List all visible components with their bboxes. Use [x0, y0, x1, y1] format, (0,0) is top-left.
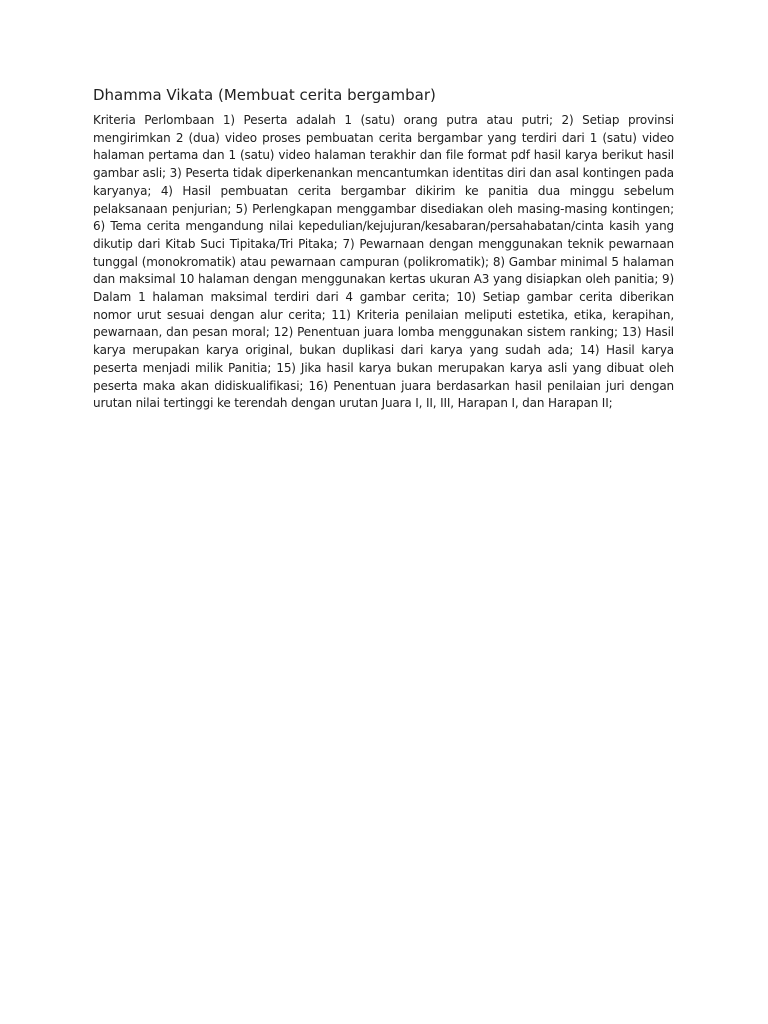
document-title: Dhamma Vikata (Membuat cerita bergambar)	[93, 86, 436, 104]
document-body-paragraph: Kriteria Perlombaan 1) Peserta adalah 1 (satu) orang putra atau putri; 2) Setiap provinsi mengirimkan 2 (dua) video proses pembuatan cerita bergambar yang terdiri dari 1 (satu) video halaman pertama dan 1 (satu) video halaman terakhir dan file format pdf hasil karya berikut hasil gambar asli; 3) Peserta tidak diperkenankan mencantumkan identitas diri dan asal kontingen pada karyanya; 4) Hasil pembuatan cerita bergambar dikirim ke panitia dua minggu sebelum pelaksanaan penjurian; 5) Perlengkapan menggambar disediakan oleh masing-masing kontingen; 6) Tema cerita mengandung nilai kepedulian/kejujuran/kesabaran/persahabatan/cinta kasih yang dikutip dari Kitab Suci Tipitaka/Tri Pitaka; 7) Pewarnaan dengan menggunakan teknik pewarnaan tunggal (monokromatik) atau pewarnaan campuran (polikromatik); 8) Gambar minimal 5 halaman dan maksimal 10 halaman dengan menggunakan kertas ukuran A3 yang disiapkan oleh panitia; 9) Dalam 1 halaman maksimal terdiri dari 4 gambar cerita; 10) Setiap gambar cerita diberikan nomor urut sesuai dengan alur cerita; 11) Kriteria penilaian meliputi estetika, etika, kerapihan, pewarnaan, dan pesan moral; 12) Penentuan juara lomba menggunakan sistem ranking; 13) Hasil karya merupakan karya original, bukan duplikasi dari karya yang sudah ada; 14) Hasil karya peserta menjadi milik Panitia; 15) Jika hasil karya bukan merupakan karya asli yang dibuat oleh peserta maka akan didiskualifikasi; 16) Penentuan juara berdasarkan hasil penilaian juri dengan urutan nilai tertinggi ke terendah dengan urutan Juara I, II, III, Harapan I, dan Harapan II;	[93, 113, 674, 411]
